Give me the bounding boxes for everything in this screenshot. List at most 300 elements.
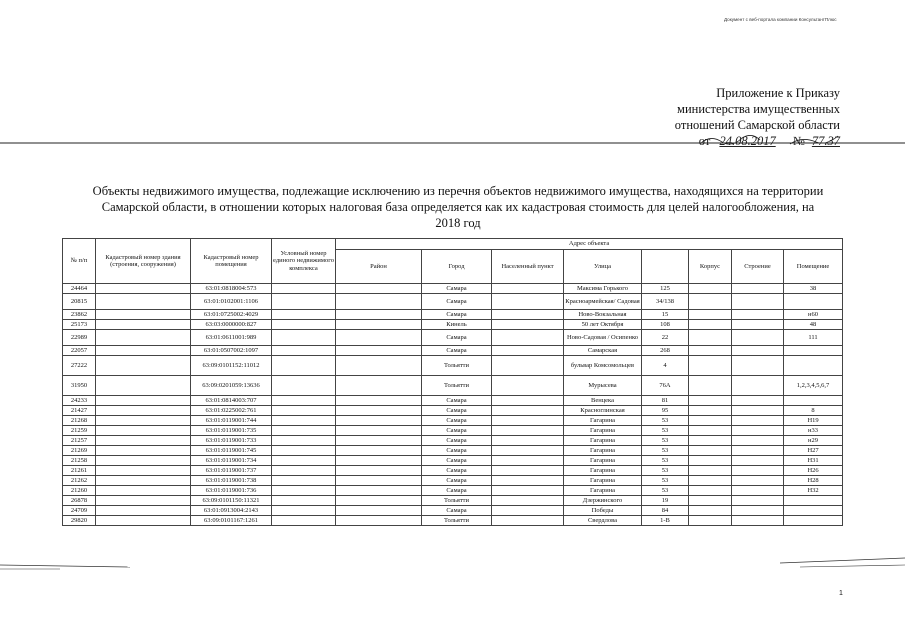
cell-premise: 63:01:0814003:707 <box>191 396 272 406</box>
cell-num: 24464 <box>63 284 96 294</box>
cell-room: 38 <box>784 284 843 294</box>
table-row <box>63 330 843 346</box>
cell-room: 8 <box>784 406 843 416</box>
cell-street: Гагарина <box>564 426 642 436</box>
cell-house: 53 <box>642 446 689 456</box>
cell-num: 21261 <box>63 466 96 476</box>
cell-settlement <box>492 416 564 426</box>
cell-building <box>96 456 191 466</box>
cell-district <box>336 320 422 330</box>
cell-city: Самара <box>422 436 492 446</box>
cell-premise: 63:01:0119001:735 <box>191 426 272 436</box>
cell-building <box>96 294 191 310</box>
cell-room <box>784 506 843 516</box>
cell-corpus <box>689 330 732 346</box>
cell-num: 21260 <box>63 486 96 496</box>
cell-city: Самара <box>422 456 492 466</box>
table-row <box>63 456 843 466</box>
cell-street: Гагарина <box>564 476 642 486</box>
header-settlement: Населенный пункт <box>492 250 564 284</box>
cell-room: 111 <box>784 330 843 346</box>
cell-conditional <box>272 456 336 466</box>
table-body <box>63 284 843 526</box>
cell-city: Самара <box>422 486 492 496</box>
table-row <box>63 426 843 436</box>
table-row <box>63 476 843 486</box>
cell-settlement <box>492 356 564 376</box>
cell-room <box>784 396 843 406</box>
cell-premise: 63:01:0119001:736 <box>191 486 272 496</box>
cell-district <box>336 346 422 356</box>
table-row <box>63 516 843 526</box>
cell-corpus <box>689 356 732 376</box>
cell-room: Н28 <box>784 476 843 486</box>
scan-artifact-lines <box>0 560 905 580</box>
cell-building <box>96 396 191 406</box>
cell-num: 24233 <box>63 396 96 406</box>
cell-premise: 63:01:0102001:1106 <box>191 294 272 310</box>
cell-building <box>96 320 191 330</box>
document-title: Объекты недвижимого имущества, подлежащие исключению из перечня объектов недвижимого имущества, находящихся на территории Самарской области, в отношении которых налоговая база определяется как их кадастровая стоимость для целей налогообложения, на 2018 год <box>92 184 824 230</box>
cell-structure <box>732 346 784 356</box>
cell-structure <box>732 376 784 396</box>
cell-room: Н32 <box>784 486 843 496</box>
cell-conditional <box>272 310 336 320</box>
appendix-line-3: отношений Самарской области <box>674 118 840 132</box>
cell-district <box>336 284 422 294</box>
cell-district <box>336 294 422 310</box>
cell-conditional <box>272 330 336 346</box>
cell-structure <box>732 496 784 506</box>
cell-settlement <box>492 406 564 416</box>
cell-corpus <box>689 376 732 396</box>
table-row <box>63 346 843 356</box>
cell-corpus <box>689 446 732 456</box>
table-row <box>63 284 843 294</box>
cell-street: Максима Горького <box>564 284 642 294</box>
header-building: Кадастровый номер здания (строения, сооружения) <box>96 239 191 284</box>
header-room: Помещение <box>784 250 843 284</box>
table-row <box>63 446 843 456</box>
cell-city: Самара <box>422 346 492 356</box>
cell-corpus <box>689 506 732 516</box>
cell-city: Тольятти <box>422 376 492 396</box>
cell-house: 81 <box>642 396 689 406</box>
cell-num: 26878 <box>63 496 96 506</box>
cell-district <box>336 426 422 436</box>
cell-num: 22989 <box>63 330 96 346</box>
cell-house: 84 <box>642 506 689 516</box>
cell-building <box>96 330 191 346</box>
cell-premise: 63:01:0507002:1097 <box>191 346 272 356</box>
cell-conditional <box>272 466 336 476</box>
cell-settlement <box>492 330 564 346</box>
cell-district <box>336 486 422 496</box>
cell-structure <box>732 284 784 294</box>
cell-settlement <box>492 284 564 294</box>
cell-district <box>336 446 422 456</box>
cell-num: 25173 <box>63 320 96 330</box>
cell-street: Самарская <box>564 346 642 356</box>
cell-structure <box>732 516 784 526</box>
cell-structure <box>732 506 784 516</box>
cell-house: 53 <box>642 466 689 476</box>
cell-num: 21259 <box>63 426 96 436</box>
cell-conditional <box>272 346 336 356</box>
cell-street: Красноармейская/ Садовая <box>564 294 642 310</box>
cell-house: 53 <box>642 476 689 486</box>
cell-num: 21257 <box>63 436 96 446</box>
cell-district <box>336 356 422 376</box>
cell-num: 21262 <box>63 476 96 486</box>
cell-district <box>336 496 422 506</box>
cell-corpus <box>689 416 732 426</box>
cell-premise: 63:09:0101152:11012 <box>191 356 272 376</box>
cell-conditional <box>272 426 336 436</box>
cell-building <box>96 446 191 456</box>
cell-city: Тольятти <box>422 356 492 376</box>
cell-street: Гагарина <box>564 446 642 456</box>
order-number: 77.37 <box>811 134 840 148</box>
cell-conditional <box>272 416 336 426</box>
cell-corpus <box>689 486 732 496</box>
table-row <box>63 396 843 406</box>
header-corpus: Корпус <box>689 250 732 284</box>
cell-building <box>96 426 191 436</box>
cell-room <box>784 346 843 356</box>
header-district: Район <box>336 250 422 284</box>
cell-district <box>336 516 422 526</box>
cell-premise: 63:09:0101167:1261 <box>191 516 272 526</box>
cell-building <box>96 496 191 506</box>
header-address-group: Адрес объекта <box>336 239 843 250</box>
cell-city: Тольятти <box>422 516 492 526</box>
cell-street: Мурысева <box>564 376 642 396</box>
table-row <box>63 416 843 426</box>
cell-building <box>96 406 191 416</box>
cell-premise: 63:01:0611001:989 <box>191 330 272 346</box>
cell-corpus <box>689 466 732 476</box>
cell-premise: 63:01:0818004:573 <box>191 284 272 294</box>
cell-street: 50 лет Октября <box>564 320 642 330</box>
cell-conditional <box>272 446 336 456</box>
cell-city: Тольятти <box>422 496 492 506</box>
cell-house: 15 <box>642 310 689 320</box>
order-from-label: от <box>698 134 711 148</box>
cell-conditional <box>272 476 336 486</box>
cell-building <box>96 376 191 396</box>
cell-settlement <box>492 320 564 330</box>
cell-district <box>336 506 422 516</box>
cell-house: 76А <box>642 376 689 396</box>
cell-premise: 63:01:0725002:4029 <box>191 310 272 320</box>
cell-settlement <box>492 466 564 476</box>
cell-corpus <box>689 456 732 466</box>
cell-structure <box>732 486 784 496</box>
cell-num: 24709 <box>63 506 96 516</box>
cell-premise: 63:01:0119001:745 <box>191 446 272 456</box>
cell-city: Самара <box>422 446 492 456</box>
cell-house: 22 <box>642 330 689 346</box>
cell-premise: 63:01:0119001:733 <box>191 436 272 446</box>
cell-corpus <box>689 346 732 356</box>
cell-street: Гагарина <box>564 416 642 426</box>
cell-num: 21258 <box>63 456 96 466</box>
cell-house: 1-В <box>642 516 689 526</box>
cell-structure <box>732 406 784 416</box>
cell-street: Ново-Садовая / Осипенко <box>564 330 642 346</box>
cell-conditional <box>272 506 336 516</box>
cell-corpus <box>689 310 732 320</box>
cell-room: Н27 <box>784 446 843 456</box>
cell-structure <box>732 320 784 330</box>
cell-settlement <box>492 496 564 506</box>
cell-house: 19 <box>642 496 689 506</box>
cell-conditional <box>272 284 336 294</box>
cell-district <box>336 456 422 466</box>
cell-district <box>336 476 422 486</box>
cell-structure <box>732 446 784 456</box>
cell-corpus <box>689 436 732 446</box>
cell-corpus <box>689 476 732 486</box>
cell-structure <box>732 356 784 376</box>
cell-corpus <box>689 496 732 506</box>
cell-structure <box>732 310 784 320</box>
table-row <box>63 486 843 496</box>
cell-corpus <box>689 516 732 526</box>
cell-house: 53 <box>642 436 689 446</box>
cell-settlement <box>492 516 564 526</box>
order-number-label: № <box>792 134 805 148</box>
cell-structure <box>732 416 784 426</box>
cell-district <box>336 436 422 446</box>
cell-street: Гагарина <box>564 486 642 496</box>
cell-premise: 63:01:0119001:744 <box>191 416 272 426</box>
cell-conditional <box>272 356 336 376</box>
cell-building <box>96 356 191 376</box>
cell-building <box>96 436 191 446</box>
cell-street: Красноглинская <box>564 406 642 416</box>
cell-house: 268 <box>642 346 689 356</box>
cell-house: 53 <box>642 456 689 466</box>
cell-room: н33 <box>784 426 843 436</box>
header-num: № п/п <box>63 239 96 284</box>
cell-house: 53 <box>642 416 689 426</box>
cell-structure <box>732 396 784 406</box>
cell-structure <box>732 436 784 446</box>
cell-room: 48 <box>784 320 843 330</box>
cell-conditional <box>272 294 336 310</box>
header-premise: Кадастровый номер помещения <box>191 239 272 284</box>
cell-room: н60 <box>784 310 843 320</box>
cell-street: Дзержинского <box>564 496 642 506</box>
cell-structure <box>732 330 784 346</box>
table-row <box>63 436 843 446</box>
cell-room <box>784 496 843 506</box>
cell-house: 53 <box>642 426 689 436</box>
cell-city: Самара <box>422 426 492 436</box>
cell-corpus <box>689 406 732 416</box>
cell-house: 108 <box>642 320 689 330</box>
cell-conditional <box>272 516 336 526</box>
cell-building <box>96 476 191 486</box>
header-house <box>642 250 689 284</box>
cell-settlement <box>492 436 564 446</box>
cell-settlement <box>492 476 564 486</box>
cell-room: Н31 <box>784 456 843 466</box>
table-row <box>63 376 843 396</box>
cell-conditional <box>272 486 336 496</box>
cell-room: Н26 <box>784 466 843 476</box>
cell-settlement <box>492 446 564 456</box>
cell-premise: 63:01:0119001:737 <box>191 466 272 476</box>
cell-room: н29 <box>784 436 843 446</box>
cell-conditional <box>272 320 336 330</box>
table-row <box>63 356 843 376</box>
cell-room <box>784 294 843 310</box>
cell-num: 27222 <box>63 356 96 376</box>
cell-premise: 63:01:0225002:761 <box>191 406 272 416</box>
cell-house: 53 <box>642 486 689 496</box>
cell-street: Гагарина <box>564 456 642 466</box>
cell-city: Самара <box>422 416 492 426</box>
cell-num: 23862 <box>63 310 96 320</box>
cell-conditional <box>272 496 336 506</box>
objects-table <box>62 238 843 526</box>
cell-city: Самара <box>422 396 492 406</box>
cell-num: 29820 <box>63 516 96 526</box>
cell-settlement <box>492 426 564 436</box>
table-row <box>63 466 843 476</box>
order-date: 24.08.2017 <box>719 134 776 148</box>
cell-street: бульвар Комсомольцев <box>564 356 642 376</box>
cell-num: 21427 <box>63 406 96 416</box>
cell-conditional <box>272 396 336 406</box>
cell-city: Самара <box>422 284 492 294</box>
cell-corpus <box>689 294 732 310</box>
cell-structure <box>732 466 784 476</box>
cell-district <box>336 310 422 320</box>
cell-district <box>336 416 422 426</box>
cell-street: Ново-Вокзальная <box>564 310 642 320</box>
cell-structure <box>732 476 784 486</box>
cell-city: Самара <box>422 406 492 416</box>
cell-city: Самара <box>422 330 492 346</box>
cell-building <box>96 416 191 426</box>
cell-num: 20815 <box>63 294 96 310</box>
cell-settlement <box>492 376 564 396</box>
cell-structure <box>732 426 784 436</box>
cell-settlement <box>492 396 564 406</box>
cell-street: Гагарина <box>564 436 642 446</box>
cell-district <box>336 376 422 396</box>
cell-city: Самара <box>422 506 492 516</box>
cell-street: Венцека <box>564 396 642 406</box>
cell-room <box>784 356 843 376</box>
cell-premise: 63:09:0101150:11321 <box>191 496 272 506</box>
cell-building <box>96 516 191 526</box>
cell-district <box>336 330 422 346</box>
cell-house: 34/138 <box>642 294 689 310</box>
cell-premise: 63:09:0201059:13636 <box>191 376 272 396</box>
cell-conditional <box>272 436 336 446</box>
cell-city: Самара <box>422 294 492 310</box>
cell-room <box>784 516 843 526</box>
cell-corpus <box>689 426 732 436</box>
table-row <box>63 320 843 330</box>
appendix-line-1: Приложение к Приказу <box>716 86 840 100</box>
cell-settlement <box>492 310 564 320</box>
appendix-line-2: министерства имущественных <box>677 102 840 116</box>
cell-corpus <box>689 284 732 294</box>
cell-premise: 63:01:0119001:738 <box>191 476 272 486</box>
cell-street: Гагарина <box>564 466 642 476</box>
cell-settlement <box>492 456 564 466</box>
cell-room: 1,2,3,4,5,6,7 <box>784 376 843 396</box>
cell-house: 95 <box>642 406 689 416</box>
cell-district <box>336 466 422 476</box>
cell-structure <box>732 456 784 466</box>
cell-premise: 63:01:0913004:2143 <box>191 506 272 516</box>
cell-settlement <box>492 346 564 356</box>
cell-premise: 63:03:0000000:827 <box>191 320 272 330</box>
header-conditional: Условный номер единого недвижимого комплекса <box>272 239 336 284</box>
cell-num: 21268 <box>63 416 96 426</box>
cell-settlement <box>492 486 564 496</box>
page-number: 1 <box>839 590 843 597</box>
cell-city: Самара <box>422 466 492 476</box>
cell-city: Кинель <box>422 320 492 330</box>
header-structure: Строение <box>732 250 784 284</box>
cell-settlement <box>492 294 564 310</box>
cell-building <box>96 346 191 356</box>
cell-building <box>96 310 191 320</box>
consultant-plus-note: Документ с веб-портала компании КонсультантПлюс <box>724 17 837 22</box>
cell-city: Самара <box>422 310 492 320</box>
cell-house: 125 <box>642 284 689 294</box>
cell-building <box>96 284 191 294</box>
cell-conditional <box>272 376 336 396</box>
header-city: Город <box>422 250 492 284</box>
table-row <box>63 294 843 310</box>
cell-building <box>96 506 191 516</box>
appendix-underline-rule <box>0 140 905 162</box>
cell-num: 31950 <box>63 376 96 396</box>
table-row <box>63 310 843 320</box>
cell-corpus <box>689 396 732 406</box>
cell-street: Свердлова <box>564 516 642 526</box>
table-row <box>63 506 843 516</box>
cell-house: 4 <box>642 356 689 376</box>
cell-building <box>96 486 191 496</box>
cell-room: Н19 <box>784 416 843 426</box>
table-row <box>63 496 843 506</box>
header-street: Улица <box>564 250 642 284</box>
cell-settlement <box>492 506 564 516</box>
cell-conditional <box>272 406 336 416</box>
cell-corpus <box>689 320 732 330</box>
cell-district <box>336 406 422 416</box>
table-header-row-1 <box>63 239 843 250</box>
cell-street: Победы <box>564 506 642 516</box>
cell-building <box>96 466 191 476</box>
cell-district <box>336 396 422 406</box>
cell-num: 21269 <box>63 446 96 456</box>
cell-premise: 63:01:0119001:734 <box>191 456 272 466</box>
cell-num: 22057 <box>63 346 96 356</box>
cell-structure <box>732 294 784 310</box>
cell-city: Самара <box>422 476 492 486</box>
